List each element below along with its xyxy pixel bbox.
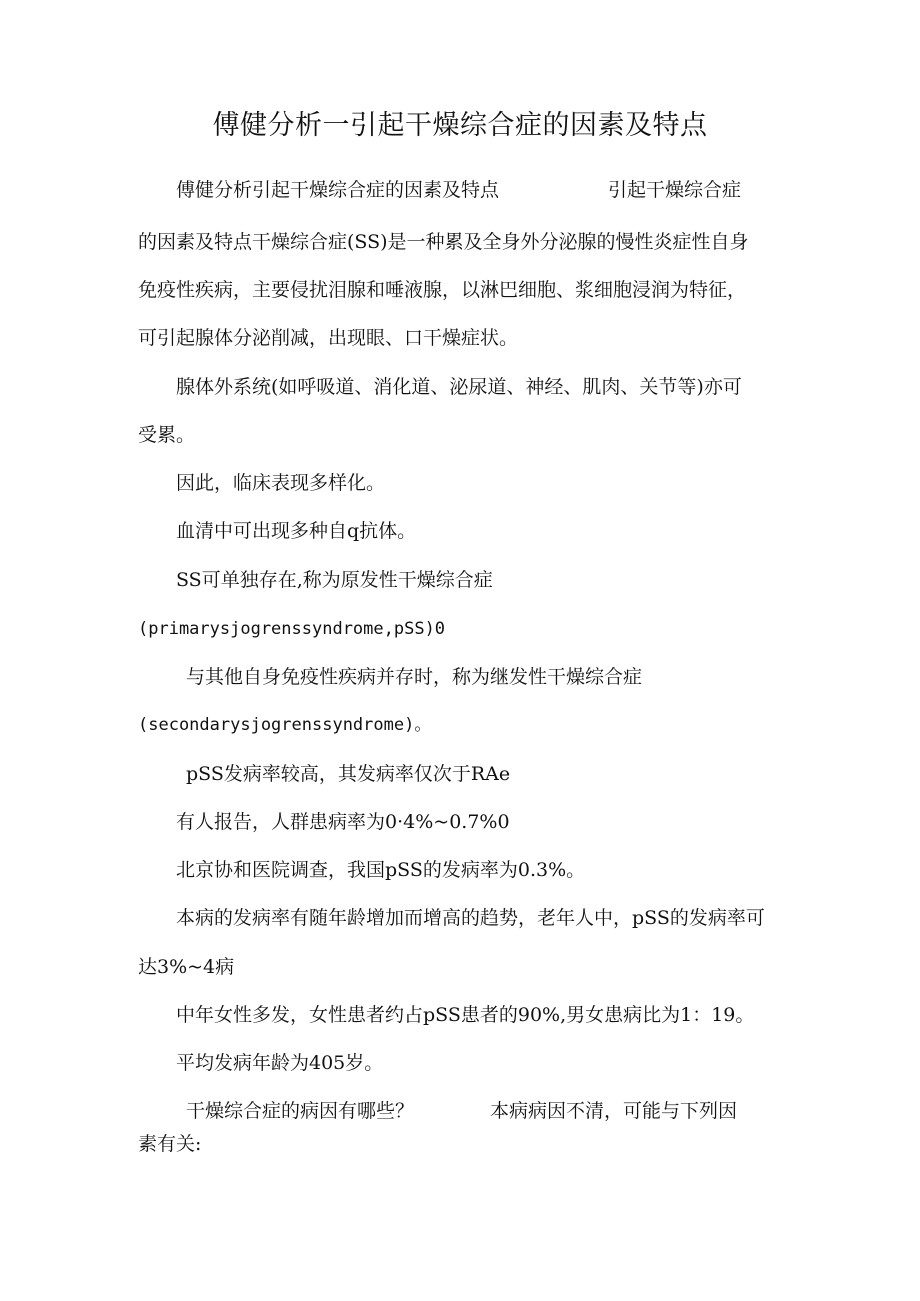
paragraph-line: pSS发病率较高，其发病率仅次于RAe bbox=[186, 763, 511, 785]
paragraph-line: 本病病因不清，可能与下列因 bbox=[490, 1100, 738, 1122]
paragraph-line: 受累。 bbox=[138, 424, 196, 446]
paragraph-line: 腺体外系统(如呼吸道、消化道、泌尿道、神经、肌肉、关节等)亦可 bbox=[176, 376, 742, 398]
paragraph-line: (secondarysjogrenssyndrome)。 bbox=[138, 715, 432, 735]
paragraph-line: 因此，临床表现多样化。 bbox=[176, 472, 386, 494]
paragraph-line: 有人报告，人群患病率为0·4%~0.7%0 bbox=[176, 811, 510, 833]
paragraph-line: 可引起腺体分泌削减，出现眼、口干燥症状。 bbox=[138, 327, 519, 349]
paragraph-line: 与其他自身免疫性疾病并存时，称为继发性干燥综合症 bbox=[186, 666, 643, 688]
paragraph-line: 中年女性多发，女性患者约占pSS患者的90%,男女患病比为1：19。 bbox=[176, 1004, 755, 1026]
paragraph-line: 平均发病年龄为405岁。 bbox=[176, 1052, 384, 1074]
paragraph-line: 傅健分析引起干燥综合症的因素及特点 bbox=[176, 179, 500, 201]
paragraph-line: 达3%~4病 bbox=[138, 956, 235, 978]
document-title: 傅健分析一引起干燥综合症的因素及特点 bbox=[212, 110, 708, 141]
paragraph-line: 免疫性疾病，主要侵扰泪腺和唾液腺，以淋巴细胞、浆细胞浸润为特征， bbox=[138, 279, 747, 301]
paragraph-line: (primarysjogrenssyndrome,pSS)0 bbox=[138, 619, 446, 639]
paragraph-line: 北京协和医院调查，我国pSS的发病率为0.3%。 bbox=[176, 859, 586, 881]
paragraph-line: 引起干燥综合症 bbox=[608, 179, 742, 201]
paragraph-line: 本病的发病率有随年龄增加而增高的趋势，老年人中，pSS的发病率可 bbox=[176, 907, 765, 929]
paragraph-line: 素有关: bbox=[138, 1133, 202, 1155]
paragraph-line: SS可单独存在,称为原发性干燥综合症 bbox=[176, 569, 493, 591]
paragraph-line: 血清中可出现多种自q抗体。 bbox=[176, 520, 417, 542]
paragraph-line: 干燥综合症的病因有哪些？ bbox=[186, 1100, 415, 1122]
paragraph-line: 的因素及特点干燥综合症(SS)是一种累及全身外分泌腺的慢性炎症性自身 bbox=[138, 231, 749, 253]
